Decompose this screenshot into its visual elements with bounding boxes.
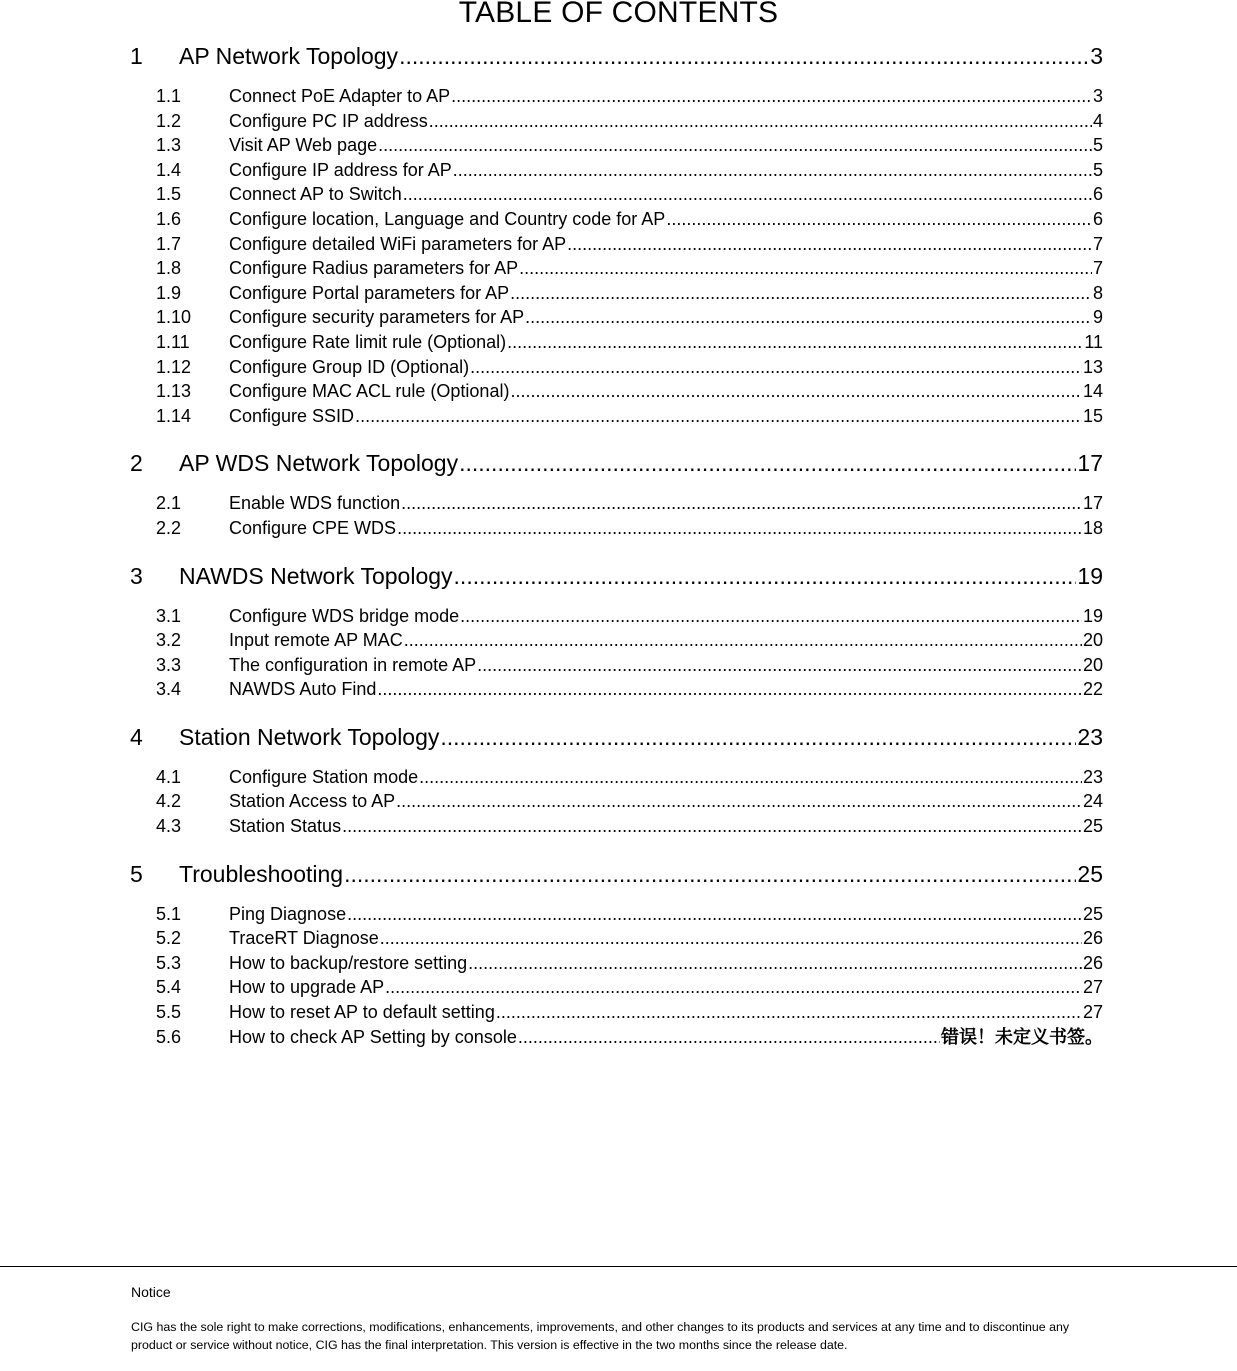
dot-leader (396, 789, 1082, 814)
toc-entry-number: 1 (130, 43, 143, 69)
toc-entry-title: Station Network Topology (179, 723, 440, 750)
toc-section-entry[interactable] (130, 1025, 1103, 1050)
dot-leader (510, 379, 1082, 404)
toc-entry-title: Configure Group ID (Optional) (229, 356, 470, 377)
toc-entry-page: 4 (1092, 110, 1103, 131)
toc-section-entry[interactable] (130, 926, 1103, 951)
toc-entry-page: 23 (1082, 766, 1103, 787)
toc-entry-number: 5 (130, 860, 143, 887)
toc-entry-title: Configure Station mode (229, 766, 419, 787)
dot-leader (404, 628, 1082, 653)
toc-section-entry[interactable] (130, 404, 1103, 429)
toc-entry-title: Configure Radius parameters for AP (229, 258, 519, 279)
toc-entry-number: 5.5 (156, 1002, 182, 1023)
toc-entry-number: 2 (130, 450, 143, 477)
toc-entry-number: 1.5 (156, 184, 182, 205)
toc-entry-page: 17 (1082, 493, 1103, 514)
page-title: TABLE OF CONTENTS (458, 0, 779, 29)
toc-entry-number: 4 (130, 723, 143, 750)
dot-leader (510, 281, 1092, 306)
toc-section-entry[interactable] (130, 305, 1103, 330)
toc-section-entry[interactable] (130, 765, 1103, 790)
dot-leader (567, 232, 1092, 257)
dot-leader (477, 653, 1082, 678)
dot-leader (399, 38, 1089, 75)
toc-entry-page: 3 (1090, 43, 1103, 69)
toc-section-entry[interactable] (130, 604, 1103, 629)
dot-leader (460, 604, 1082, 629)
toc-entry-page: 18 (1082, 517, 1103, 538)
toc-entry-page: 26 (1082, 928, 1103, 949)
toc-entry-number: 2.1 (156, 493, 182, 514)
toc-chapter-entry[interactable] (130, 445, 1103, 482)
toc-section-entry[interactable] (130, 379, 1103, 404)
toc-section-entry[interactable] (130, 951, 1103, 976)
toc-entry-page: 25 (1077, 860, 1103, 887)
toc-entry-number: 3.4 (156, 679, 182, 700)
toc-entry-number: 5.3 (156, 952, 182, 973)
toc-entry-title: Configure detailed WiFi parameters for AP (229, 233, 567, 254)
toc-entry-title: Enable WDS function (229, 493, 401, 514)
toc-section-entry[interactable] (130, 109, 1103, 134)
toc-entry-page: 27 (1082, 1002, 1103, 1023)
toc-section-entry[interactable] (130, 1000, 1103, 1025)
toc-entry-number: 5.6 (156, 1026, 182, 1047)
dot-leader (419, 765, 1082, 790)
toc-section-entry[interactable] (130, 256, 1103, 281)
toc-entry-page: 17 (1077, 450, 1103, 477)
dot-leader (342, 814, 1082, 839)
toc-entry-title: Station Access to AP (229, 791, 396, 812)
toc-entry-number: 3.2 (156, 630, 182, 651)
toc-entry-page: 20 (1082, 654, 1103, 675)
dot-leader (378, 133, 1092, 158)
dot-leader (468, 951, 1082, 976)
toc-entry-page: 5 (1092, 159, 1103, 180)
footer-divider (0, 1266, 1237, 1267)
dot-leader (519, 256, 1092, 281)
dot-leader (440, 719, 1076, 756)
toc-section-entry[interactable] (130, 330, 1103, 355)
toc-entry-number: 1.7 (156, 233, 182, 254)
toc-entry-title: TraceRT Diagnose (229, 928, 379, 949)
toc-section-entry[interactable] (130, 84, 1103, 109)
dot-leader (429, 109, 1092, 134)
table-of-contents (130, 38, 1103, 1049)
toc-entry-number: 5.4 (156, 977, 182, 998)
toc-entry-title: Troubleshooting (179, 860, 344, 887)
toc-entry-number: 1.11 (156, 331, 190, 352)
toc-entry-number: 4.3 (156, 816, 182, 837)
toc-entry-number: 1.9 (156, 282, 182, 303)
toc-entry-page: 15 (1082, 405, 1103, 426)
toc-section-entry[interactable] (130, 677, 1103, 702)
toc-entry-number: 1.13 (156, 381, 192, 402)
toc-entry-number: 1.4 (156, 159, 182, 180)
toc-entry-number: 5.1 (156, 903, 182, 924)
toc-entry-number: 1.2 (156, 110, 182, 131)
dot-leader (344, 856, 1076, 893)
toc-entry-page: 25 (1082, 816, 1103, 837)
toc-entry-page: 3 (1092, 86, 1103, 106)
dot-leader (355, 404, 1082, 429)
dot-leader (459, 445, 1076, 482)
toc-entry-page: 错误！未定义书签。 (941, 1026, 1103, 1048)
toc-entry-number: 4.2 (156, 791, 182, 812)
toc-entry-page: 23 (1077, 723, 1103, 750)
toc-entry-title: How to backup/restore setting (229, 952, 468, 973)
toc-entry-number: 3.1 (156, 605, 182, 626)
toc-section-entry[interactable] (130, 182, 1103, 207)
dot-leader (507, 330, 1083, 355)
toc-entry-title: Visit AP Web page (229, 135, 378, 156)
toc-entry-page: 19 (1077, 562, 1103, 589)
dot-leader (380, 926, 1082, 951)
toc-entry-page: 19 (1082, 605, 1103, 626)
toc-entry-number: 1.3 (156, 135, 182, 156)
toc-entry-number: 1.10 (156, 307, 192, 328)
toc-entry-title: Configure location, Language and Country code for AP (229, 208, 666, 229)
dot-leader (470, 355, 1082, 380)
toc-entry-number: 1.12 (156, 356, 192, 377)
toc-entry-number: 4.1 (156, 766, 182, 787)
toc-entry-page: 26 (1082, 952, 1103, 973)
toc-entry-number: 1.14 (156, 405, 192, 426)
dot-leader (525, 305, 1092, 330)
toc-entry-number: 2.2 (156, 517, 182, 538)
toc-entry-page: 6 (1092, 184, 1103, 205)
toc-entry-title: Connect PoE Adapter to AP (229, 86, 451, 106)
toc-entry-number: 1.6 (156, 208, 182, 229)
toc-entry-title: Configure Rate limit rule (Optional) (229, 331, 507, 352)
toc-section-entry[interactable] (130, 975, 1103, 1000)
dot-leader (397, 516, 1082, 541)
toc-section-entry[interactable] (130, 281, 1103, 306)
toc-section-entry[interactable] (130, 653, 1103, 678)
toc-entry-page: 20 (1082, 630, 1103, 651)
dot-leader (377, 677, 1082, 702)
toc-entry-title: Configure IP address for AP (229, 159, 452, 180)
toc-entry-title: Station Status (229, 816, 342, 837)
toc-entry-title: Configure WDS bridge mode (229, 605, 460, 626)
toc-section-entry[interactable] (130, 814, 1103, 839)
toc-entry-page: 6 (1092, 208, 1103, 229)
toc-section-entry[interactable] (130, 355, 1103, 380)
toc-section-entry[interactable] (130, 491, 1103, 516)
toc-entry-title: Configure SSID (229, 405, 355, 426)
toc-entry-page: 25 (1082, 903, 1103, 924)
dot-leader (451, 84, 1092, 109)
toc-entry-title: The configuration in remote AP (229, 654, 477, 675)
toc-entry-title: Configure MAC ACL rule (Optional) (229, 381, 510, 402)
dot-leader (453, 158, 1092, 183)
toc-entry-page: 9 (1092, 307, 1103, 328)
toc-entry-title: Configure CPE WDS (229, 517, 397, 538)
dot-leader (518, 1025, 940, 1050)
dot-leader (454, 558, 1077, 595)
dot-leader (403, 182, 1092, 207)
toc-entry-title: How to check AP Setting by console (229, 1026, 517, 1047)
toc-entry-title: Configure security parameters for AP (229, 307, 525, 328)
toc-entry-title: Ping Diagnose (229, 903, 347, 924)
toc-entry-page: 7 (1092, 258, 1103, 279)
toc-chapter-entry[interactable] (130, 719, 1103, 756)
toc-entry-number: 3 (130, 562, 143, 589)
toc-entry-title: How to upgrade AP (229, 977, 385, 998)
notice-title: Notice (131, 1284, 171, 1300)
toc-entry-number: 3.3 (156, 654, 182, 675)
toc-entry-page: 13 (1082, 356, 1103, 377)
toc-entry-number: 1.1 (156, 86, 182, 106)
toc-entry-title: AP WDS Network Topology (179, 450, 459, 477)
toc-entry-number: 5.2 (156, 928, 182, 949)
toc-entry-title: Connect AP to Switch (229, 184, 402, 205)
toc-entry-title: How to reset AP to default setting (229, 1002, 495, 1023)
toc-section-entry[interactable] (130, 232, 1103, 257)
toc-entry-title: Configure Portal parameters for AP (229, 282, 510, 303)
toc-section-entry[interactable] (130, 158, 1103, 183)
toc-entry-page: 22 (1082, 679, 1103, 700)
toc-section-entry[interactable] (130, 207, 1103, 232)
toc-entry-page: 8 (1092, 282, 1103, 303)
toc-entry-page: 14 (1082, 381, 1103, 402)
toc-entry-title: Input remote AP MAC (229, 630, 403, 651)
toc-section-entry[interactable] (130, 902, 1103, 927)
toc-entry-page: 7 (1092, 233, 1103, 254)
dot-leader (347, 902, 1082, 927)
toc-chapter-entry[interactable] (130, 856, 1103, 893)
dot-leader (666, 207, 1092, 232)
dot-leader (385, 975, 1082, 1000)
toc-entry-page: 27 (1082, 977, 1103, 998)
toc-entry-title: AP Network Topology (179, 43, 399, 69)
toc-chapter-entry[interactable] (130, 38, 1103, 75)
toc-entry-title: NAWDS Auto Find (229, 679, 377, 700)
toc-entry-page: 11 (1084, 331, 1103, 352)
dot-leader (496, 1000, 1082, 1025)
toc-entry-number: 1.8 (156, 258, 182, 279)
toc-section-entry[interactable] (130, 628, 1103, 653)
toc-entry-page: 24 (1082, 791, 1103, 812)
toc-section-entry[interactable] (130, 789, 1103, 814)
toc-section-entry[interactable] (130, 516, 1103, 541)
toc-chapter-entry[interactable] (130, 558, 1103, 595)
notice-body: CIG has the sole right to make corrections, modifications, enhancements, improvements, and other changes to its products and services at any time and to discontinue any product or service without notice, CIG has the final interpretation. This version is effective in the two months since the release date. (131, 1320, 1070, 1352)
toc-entry-title: Configure PC IP address (229, 110, 428, 131)
toc-section-entry[interactable] (130, 133, 1103, 158)
toc-entry-page: 5 (1092, 135, 1103, 156)
toc-entry-title: NAWDS Network Topology (179, 562, 453, 589)
dot-leader (401, 491, 1082, 516)
